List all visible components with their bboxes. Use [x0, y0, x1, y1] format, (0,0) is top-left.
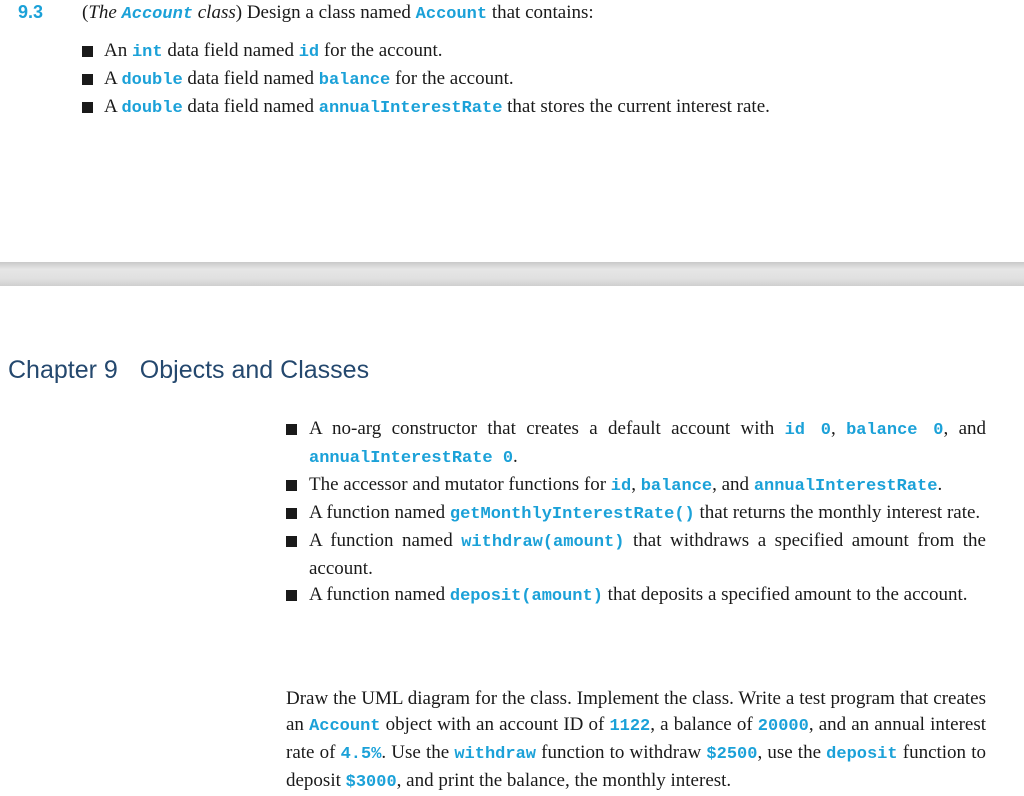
chapter-header	[8, 356, 369, 385]
list-item: An int data field named id for the account.	[82, 38, 802, 66]
chapter-label: Chapter 9	[8, 356, 118, 384]
list-item: A function named deposit(amount) that deposits a specified amount to the account.	[286, 582, 986, 610]
bullet-square-icon	[286, 590, 297, 601]
page-divider	[0, 262, 1024, 286]
instructions-paragraph: Draw the UML diagram for the class. Implement the class. Write a test program that creates an Account object with an account ID of 1122, a balance of 20000, and an annual interest rate of 4.5%. Use the withdraw function to withdraw $2500, use the deposit function to deposit $3000, and print the balance, the monthly interest.	[286, 688, 986, 792]
page-bottom	[0, 286, 1024, 795]
list-item: The accessor and mutator functions for id, balance, and annualInterestRate.	[286, 472, 986, 500]
bullet-square-icon	[286, 480, 297, 491]
exercise-heading: (The Account class) Design a class named Account that contains:	[82, 2, 594, 24]
member-list	[286, 416, 986, 610]
bullet-square-icon	[82, 46, 93, 57]
bullet-square-icon	[82, 102, 93, 113]
list-item: A double data field named balance for the account.	[82, 66, 802, 94]
list-item: A function named getMonthlyInterestRate() that returns the monthly interest rate.	[286, 500, 986, 528]
bullet-square-icon	[286, 536, 297, 547]
intro-code: Account	[415, 5, 488, 24]
field-list	[82, 38, 802, 122]
bullet-square-icon	[286, 508, 297, 519]
list-item: A function named withdraw(amount) that withdraws a specified amount from the account.	[286, 528, 986, 582]
page-top	[0, 0, 1024, 262]
intro-b: that contains:	[487, 2, 594, 23]
list-item: A no-arg constructor that creates a default account with id 0, balance 0, and annualInterestRate 0.	[286, 416, 986, 472]
exercise-number: 9.3	[18, 2, 44, 22]
list-item: A double data field named annualInterestRate that stores the current interest rate.	[82, 94, 802, 122]
title-italic: The	[88, 2, 122, 23]
intro-a: Design a class named	[246, 2, 416, 23]
bullet-square-icon	[82, 74, 93, 85]
chapter-title: Objects and Classes	[139, 356, 370, 384]
title-italic-2: class	[193, 2, 236, 23]
bullet-square-icon	[286, 424, 297, 435]
title-code: Account	[121, 5, 193, 24]
